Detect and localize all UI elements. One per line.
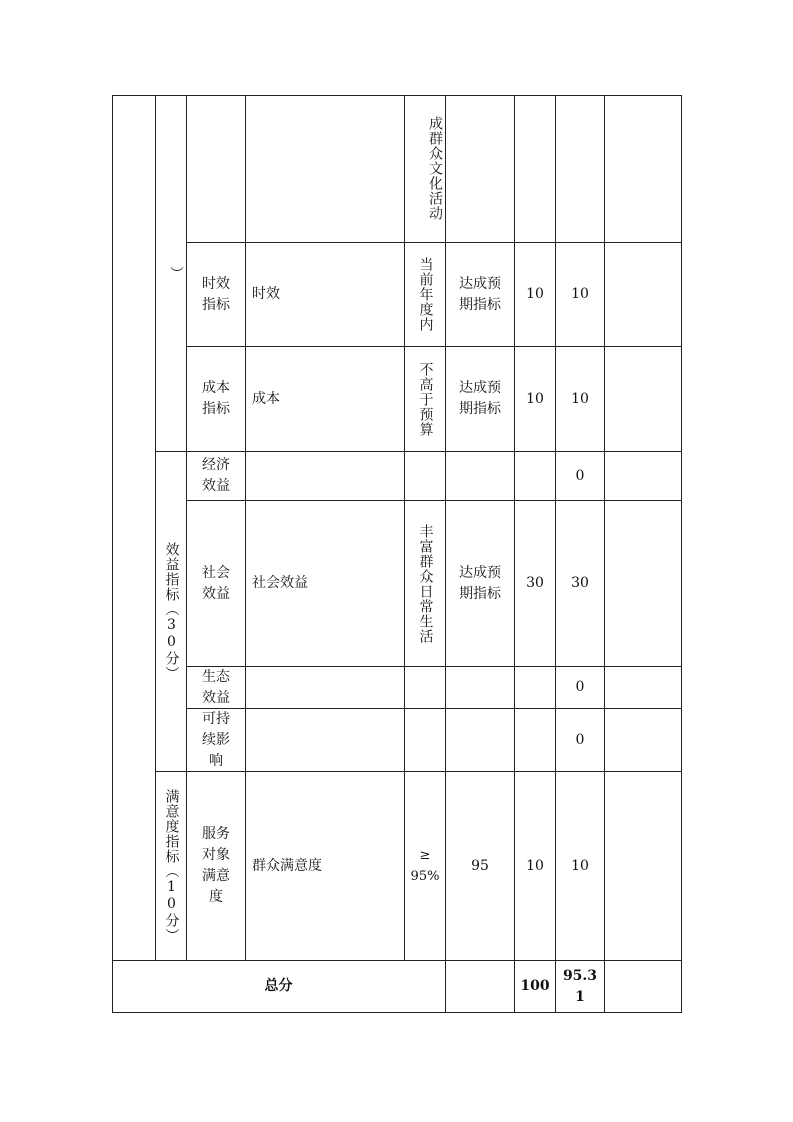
cell-r1-score	[556, 95, 605, 243]
cell-r1-secondary	[187, 95, 246, 243]
cell-r6-secondary: 生态 效益	[187, 667, 246, 709]
cell-r8-tertiary: 群众满意度	[246, 772, 405, 961]
cell-r1-standard	[446, 95, 515, 243]
cell-r5-secondary: 社会 效益	[187, 501, 246, 667]
cell-r1-tertiary	[246, 95, 405, 243]
cell-group-output-tail: ）	[156, 95, 187, 452]
cell-r2-weight: 10	[515, 243, 556, 347]
cell-r2-score: 10	[556, 243, 605, 347]
cell-r3-score: 10	[556, 347, 605, 452]
performance-table	[112, 95, 682, 1013]
cell-r2-value: 当前年度内	[405, 243, 446, 347]
cell-r7-score: 0	[556, 709, 605, 772]
cell-r2-standard: 达成预 期指标	[446, 243, 515, 347]
cell-total-label: 总分	[112, 961, 446, 1013]
cell-r5-standard: 达成预 期指标	[446, 501, 515, 667]
cell-r4-standard	[446, 452, 515, 501]
cell-r1-value: 成群众文化活动	[405, 95, 446, 243]
cell-r1-note	[605, 95, 682, 243]
cell-total-score: 95.3 1	[556, 961, 605, 1013]
cell-r2-secondary: 时效 指标	[187, 243, 246, 347]
cell-r5-weight: 30	[515, 501, 556, 667]
cell-group-satisfaction: 满意度指标（10分）	[156, 772, 187, 961]
cell-r3-secondary: 成本 指标	[187, 347, 246, 452]
cell-r3-weight: 10	[515, 347, 556, 452]
cell-total-note	[605, 961, 682, 1013]
cell-group-benefit: 效益指标（30分）	[156, 452, 187, 772]
cell-r3-note	[605, 347, 682, 452]
cell-r5-score: 30	[556, 501, 605, 667]
cell-r7-secondary: 可持 续影 响	[187, 709, 246, 772]
cell-r4-value	[405, 452, 446, 501]
cell-r7-value	[405, 709, 446, 772]
cell-r2-tertiary: 时效	[246, 243, 405, 347]
cell-total-weight: 100	[515, 961, 556, 1013]
cell-r6-value	[405, 667, 446, 709]
cell-r6-note	[605, 667, 682, 709]
cell-r8-note	[605, 772, 682, 961]
cell-r7-standard	[446, 709, 515, 772]
cell-r8-value: ≥ 95%	[405, 772, 446, 961]
cell-r8-score: 10	[556, 772, 605, 961]
cell-r8-standard: 95	[446, 772, 515, 961]
cell-total-standard	[446, 961, 515, 1013]
cell-r4-score: 0	[556, 452, 605, 501]
cell-r8-secondary: 服务 对象 满意 度	[187, 772, 246, 961]
cell-r3-tertiary: 成本	[246, 347, 405, 452]
cell-r8-weight: 10	[515, 772, 556, 961]
cell-r5-value: 丰富群众日常生活	[405, 501, 446, 667]
cell-r5-note	[605, 501, 682, 667]
cell-r3-value: 不高于预算	[405, 347, 446, 452]
cell-r4-tertiary	[246, 452, 405, 501]
cell-r6-weight	[515, 667, 556, 709]
cell-r5-tertiary: 社会效益	[246, 501, 405, 667]
cell-r1-weight	[515, 95, 556, 243]
cell-r7-tertiary	[246, 709, 405, 772]
cell-r2-note	[605, 243, 682, 347]
cell-r3-standard: 达成预 期指标	[446, 347, 515, 452]
cell-r7-note	[605, 709, 682, 772]
cell-r4-note	[605, 452, 682, 501]
cell-r6-standard	[446, 667, 515, 709]
cell-r4-secondary: 经济 效益	[187, 452, 246, 501]
cell-level1	[112, 95, 156, 961]
cell-r6-score: 0	[556, 667, 605, 709]
cell-r4-weight	[515, 452, 556, 501]
cell-r7-weight	[515, 709, 556, 772]
cell-r6-tertiary	[246, 667, 405, 709]
